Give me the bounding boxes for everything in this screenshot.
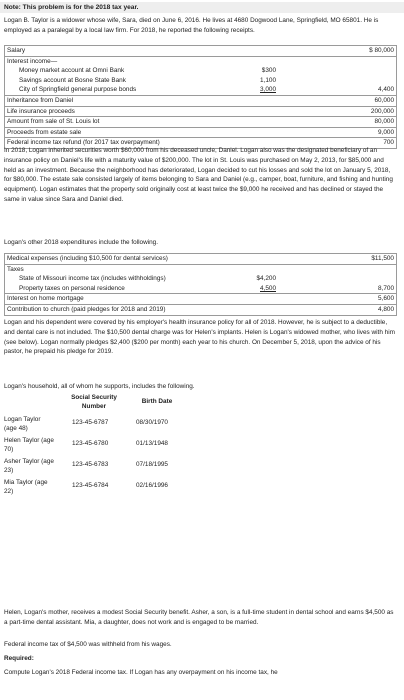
dob-header: Birth Date (141, 398, 173, 405)
row-label: Interest income— (7, 57, 58, 65)
row-amount-total: 4,800 (378, 305, 394, 313)
table-row (5, 66, 396, 76)
member-dob: 07/18/1995 (136, 461, 168, 468)
instruction-paragraph (4, 668, 396, 678)
household-row (4, 457, 204, 475)
household-intro (4, 382, 396, 392)
intro-text: Logan B. Taylor is a widower whose wife, Sara, died on June 6, 2016. He lives at 4680 Dogwood Lane, Springfield, MO 65801. He is employed as a paralegal by a local law firm. For 2018, he reported the following receipts. (4, 17, 379, 34)
member-name: Mia Taylor (age 22) (4, 479, 48, 495)
row-amount-total: 700 (383, 139, 394, 147)
dependents-text: Helen, Logan's mother, receives a modest Social Security benefit. Asher, a son, is a full-time student in dental school and earns $4,500 as a part-time dental assistant. Mia, a daughter, does not work and is engaged to be married. (4, 609, 394, 626)
table-row (5, 304, 396, 315)
table-row (5, 76, 396, 86)
household-row (4, 436, 204, 454)
row-label: State of Missouri income tax (includes withholdings) (19, 275, 166, 283)
row-amount-detail: $4,200 (256, 275, 276, 283)
intro-paragraph (4, 16, 396, 36)
receipts-table (4, 45, 397, 149)
table-row (5, 46, 396, 56)
table-row (5, 95, 396, 106)
row-amount-total: 4,400 (378, 86, 394, 94)
household-intro-text: Logan's household, all of whom he supports, includes the following. (4, 383, 195, 390)
row-amount-detail: 3,000 (260, 86, 276, 94)
row-label: Life insurance proceeds (7, 107, 75, 115)
table-row (5, 274, 396, 284)
row-label: City of Springfield general purpose bonds (19, 86, 137, 94)
row-amount-detail: $300 (261, 67, 276, 75)
row-label: Amount from sale of St. Louis lot (7, 118, 100, 126)
table-row (5, 127, 396, 138)
row-label: Salary (7, 47, 26, 54)
insurance-paragraph (4, 318, 396, 357)
member-name: Helen Taylor (age 70) (4, 437, 54, 453)
row-amount-total: 80,000 (374, 118, 394, 126)
row-label: Property taxes on personal residence (19, 284, 125, 292)
row-label: Contribution to church (paid pledges for 2018 and 2019) (7, 305, 166, 313)
withholding-text: Federal income tax of $4,500 was withheld from his wages. (4, 641, 172, 648)
expenditures-table (4, 253, 397, 316)
table-row (5, 293, 396, 304)
household-table (4, 393, 204, 493)
member-name: Logan Taylor (age 48) (4, 416, 41, 432)
inheritance-paragraph (4, 146, 396, 205)
expenditures-intro (4, 238, 396, 248)
row-amount-total: 8,700 (378, 284, 394, 292)
row-label: Federal income tax refund (for 2017 tax overpayment) (7, 139, 160, 147)
table-row (5, 85, 396, 95)
row-label: Savings account at Bosne State Bank (19, 76, 126, 84)
row-amount-total: 200,000 (370, 107, 394, 115)
note-banner: Note: This problem is for the 2018 tax year. (0, 2, 404, 13)
expenditures-intro-text: Logan's other 2018 expenditures include the following. (4, 239, 158, 246)
insurance-text: Logan and his dependent were covered by his employer's health insurance policy for all of 2018. However, he is subject to a deductible, and dental care is not included. The $10,500 dental charge was for Helen's implants. Helen is Logan's widowed mother, who lives with him (see below). Logan normally pledges $2,400 ($200 per month) each year to his church. On December 5, 2018, upon the advice of his pastor, he prepaid his pledge for 2019. (4, 319, 395, 356)
row-label: Interest on home mortgage (7, 295, 84, 303)
row-amount-detail: 1,100 (260, 76, 276, 84)
member-dob: 02/16/1996 (136, 482, 168, 489)
member-ssn: 123-45-6783 (72, 461, 109, 468)
dependents-paragraph (4, 608, 396, 628)
row-label: Proceeds from estate sale (7, 128, 82, 136)
table-row (5, 106, 396, 117)
row-amount-total: 9,000 (378, 128, 394, 136)
row-amount-total: $11,500 (371, 255, 394, 262)
row-label: Taxes (7, 265, 24, 273)
row-label: Medical expenses (including $10,500 for dental services) (7, 255, 168, 262)
row-label: Inheritance from Daniel (7, 96, 74, 104)
member-ssn: 123-45-6784 (72, 482, 109, 489)
required-label: Required: (4, 655, 34, 662)
member-dob: 08/30/1970 (136, 419, 168, 426)
household-row (4, 415, 204, 433)
table-row (5, 254, 396, 264)
table-row (5, 264, 396, 275)
withholding-paragraph (4, 640, 396, 650)
instruction-text: Compute Logan's 2018 Federal income tax. If Logan has any overpayment on his income tax, he (4, 669, 278, 676)
row-label: Money market account at Omni Bank (19, 67, 125, 75)
table-row (5, 284, 396, 294)
row-amount-total: 5,600 (378, 295, 394, 303)
row-amount-total: 60,000 (374, 96, 394, 104)
required-heading (4, 654, 396, 664)
member-ssn: 123-45-6787 (72, 419, 109, 426)
table-row (5, 56, 396, 67)
member-dob: 01/13/1948 (136, 440, 168, 447)
row-amount-total: $ 80,000 (369, 47, 394, 54)
inheritance-text: In 2018, Logan inherited securities worth $60,000 from his deceased uncle, Daniel. Logan also was the designated beneficiary of an insurance policy on Daniel's life with a maturity value of $200,000. The lot in St. Louis was purchased on May 2, 2013, for $85,000 and held as an investment. Because the neighborhood has deteriorated, Logan decided to cut his losses and sold the lot on January 5, 2018, for $80,000. The estate sale consisted largely of items belonging to Sara and Daniel (e.g., camper, boat, furniture, and fishing and hunting equipment). Logan estimates that the property sold originally cost at least twice the $9,000 he received and has declined or stayed the same in value since Sara and Daniel died. (4, 147, 393, 203)
member-ssn: 123-45-6780 (72, 440, 109, 447)
ssn-header: Social Security Number (71, 394, 117, 410)
household-row (4, 478, 204, 496)
member-name: Asher Taylor (age 23) (4, 458, 54, 474)
row-amount-detail: 4,500 (260, 284, 276, 292)
table-row (5, 116, 396, 127)
